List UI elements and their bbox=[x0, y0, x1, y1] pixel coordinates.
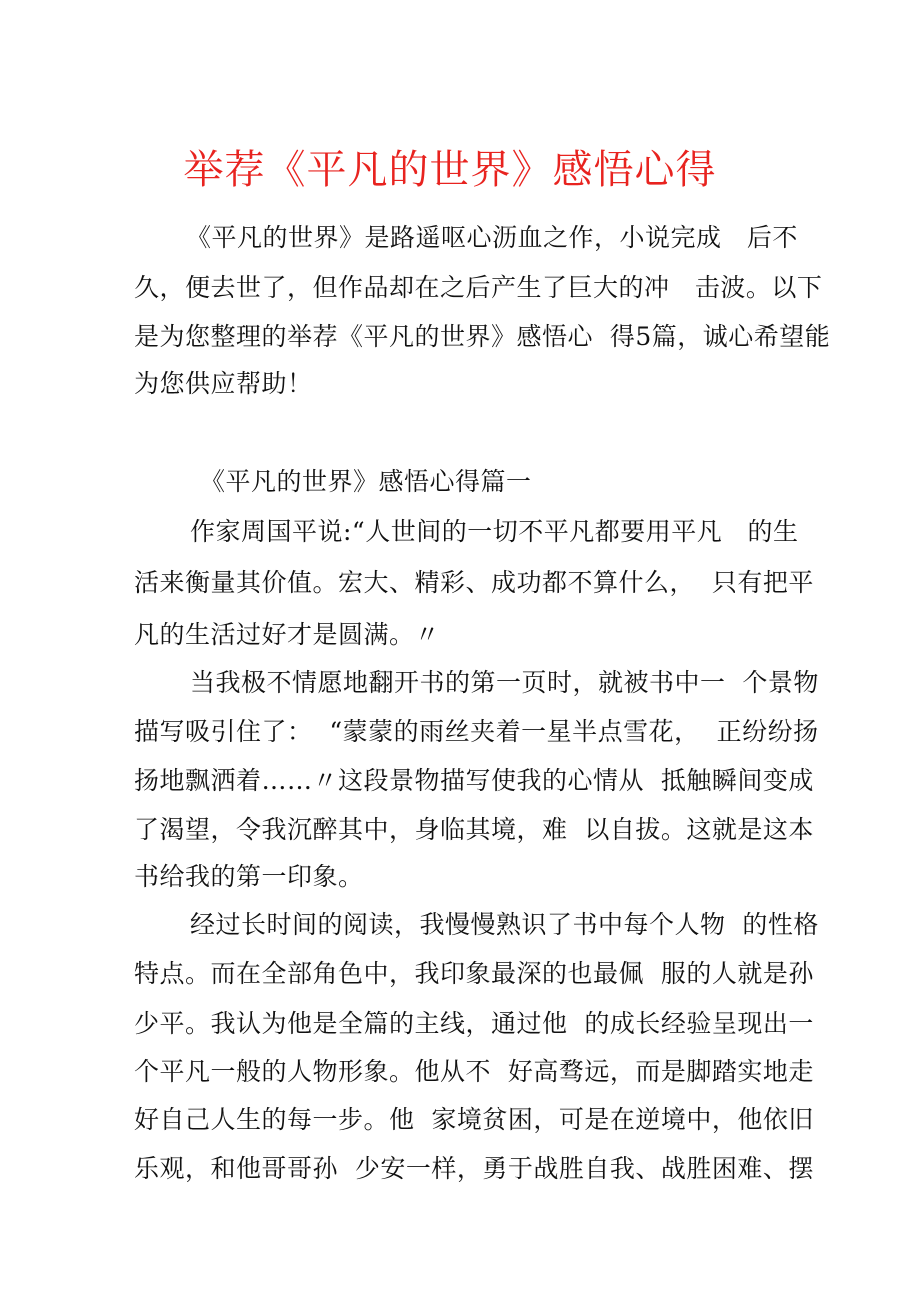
intro-line-1: 《平凡的世界》是路遥呕心沥血之作，小说完成 后不 bbox=[186, 223, 798, 252]
paragraph2-line-2: 描写吸引住了： “蒙蒙的雨丝夹着一星半点雪花， 正纷纷扬 bbox=[134, 717, 819, 746]
paragraph3-line-6: 乐观，和他哥哥孙 少安一样，勇于战胜自我、战胜困难、摆 bbox=[134, 1154, 814, 1183]
document-title: 举荐《平凡的世界》感悟心得 bbox=[183, 147, 717, 193]
paragraph2-line-3: 扬地飘洒着……〃这段景物描写使我的心情从 抵触瞬间变成 bbox=[134, 766, 814, 795]
paragraph1-line-3: 凡的生活过好才是圆满。〃 bbox=[134, 620, 441, 649]
paragraph1-line-1: 作家周国平说:“人世间的一切不平凡都要用平凡 的生 bbox=[190, 517, 799, 546]
paragraph3-line-3: 少平。我认为他是全篇的主线，通过他 的成长经验呈现出一 bbox=[134, 1009, 814, 1038]
paragraph3-line-5: 好自己人生的每一步。他 家境贫困，可是在逆境中，他依旧 bbox=[134, 1105, 814, 1134]
intro-line-2: 久，便去世了，但作品却在之后产生了巨大的冲 击波。以下 bbox=[134, 273, 823, 302]
paragraph2-line-1: 当我极不情愿地翻开书的第一页时，就被书中一 个景物 bbox=[190, 668, 819, 697]
intro-line-3: 是为您整理的举荐《平凡的世界》感悟心 得5篇，诚心希望能 bbox=[134, 322, 831, 351]
paragraph3-line-1: 经过长时间的阅读，我慢慢熟识了书中每个人物 的性格 bbox=[190, 910, 819, 939]
paragraph2-line-4: 了渴望，令我沉醉其中，身临其境，难 以自拔。这就是这本 bbox=[134, 815, 814, 844]
section-heading: 《平凡的世界》感悟心得篇一 bbox=[200, 467, 532, 496]
intro-line-4: 为您供应帮助！ bbox=[134, 369, 313, 398]
paragraph1-line-2: 活来衡量其价值。宏大、精彩、成功都不算什么， 只有把平 bbox=[134, 568, 814, 597]
paragraph3-line-2: 特点。而在全部角色中，我印象最深的也最佩 服的人就是孙 bbox=[134, 959, 814, 988]
paragraph3-line-4: 个平凡一般的人物形象。他从不 好高骛远，而是脚踏实地走 bbox=[134, 1057, 814, 1086]
paragraph2-line-5: 书给我的第一印象。 bbox=[134, 862, 364, 891]
